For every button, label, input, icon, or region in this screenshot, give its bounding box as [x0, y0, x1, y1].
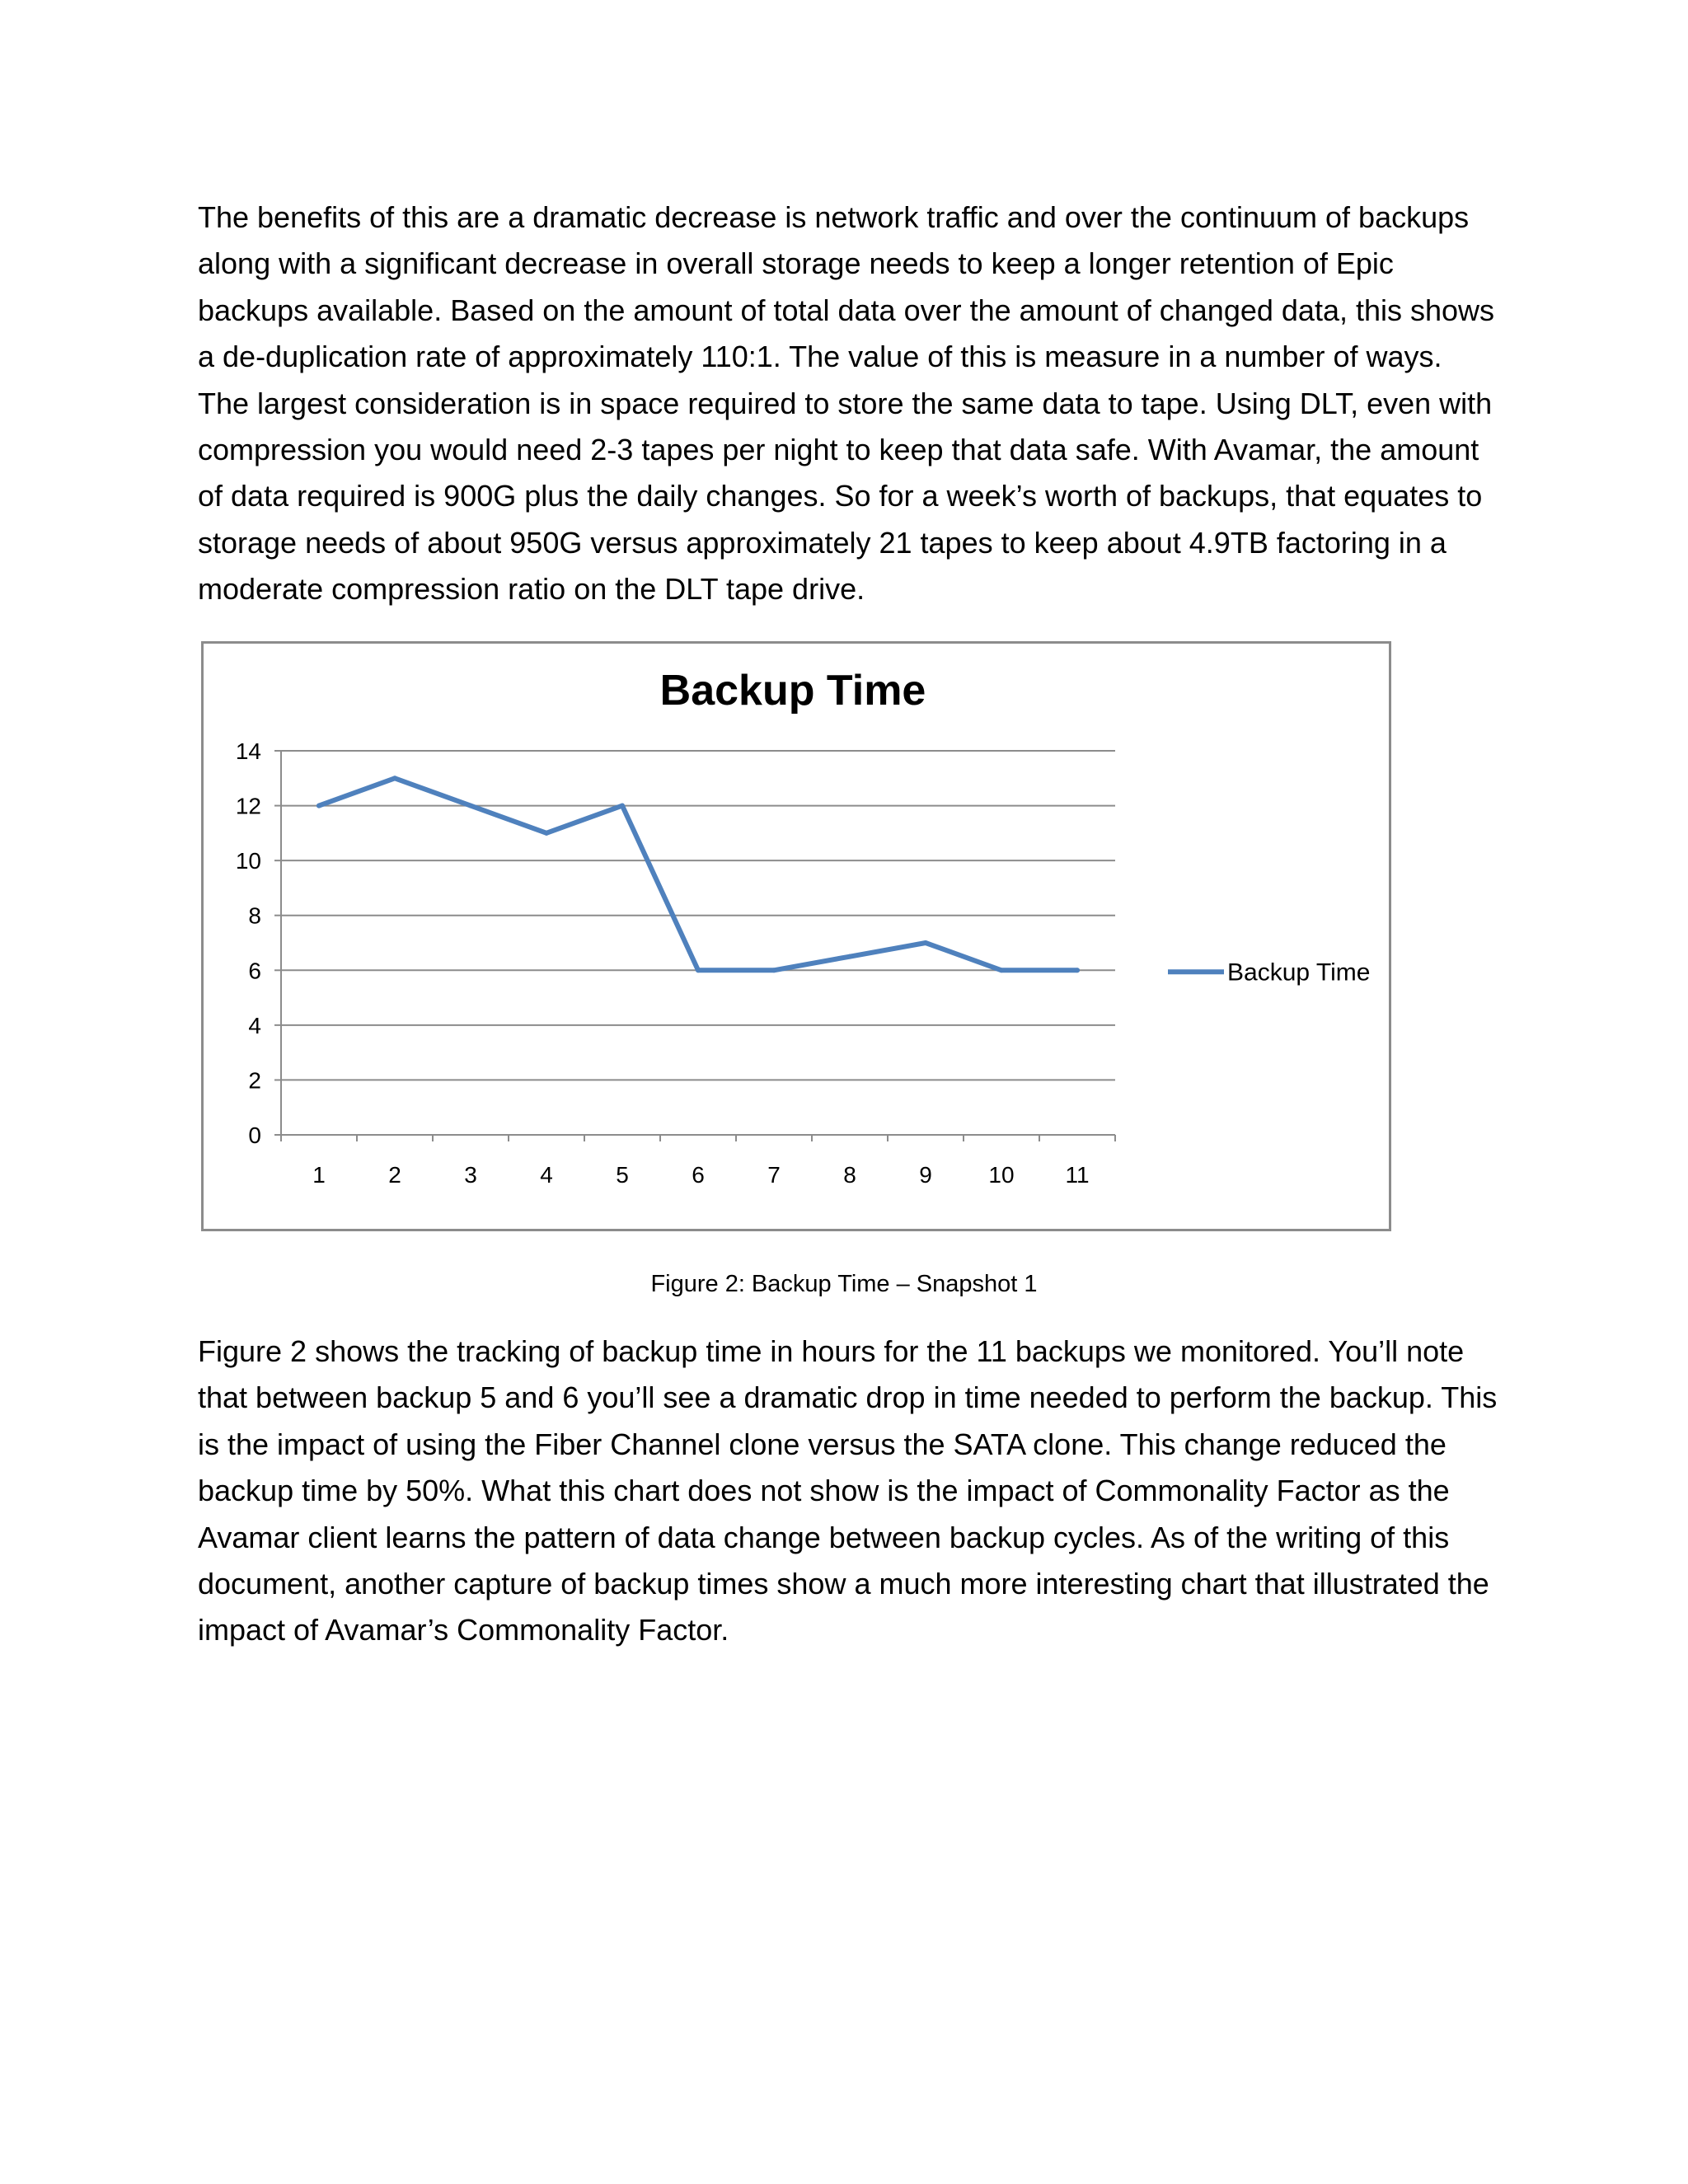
data-point	[544, 831, 549, 836]
data-point	[468, 804, 473, 808]
data-point	[620, 804, 625, 808]
x-tick-labels	[312, 1162, 1089, 1188]
gridlines	[281, 751, 1115, 1135]
y-tick-label: 2	[248, 1067, 261, 1094]
x-tick-label: 3	[464, 1162, 477, 1188]
y-tick-labels	[236, 738, 261, 1148]
axes	[274, 751, 1115, 1141]
x-tick-label: 6	[692, 1162, 705, 1188]
data-point	[316, 804, 321, 808]
body-paragraph-1: The benefits of this are a dramatic decrease is network traffic and over the continuum of backups along with a significant decrease in overall storage needs to keep a longer retention of Epic backups available. Based on the amount of total data over the amount of changed data, this shows a de-duplication rate of approximately 110:1. The value of this is measure in a number of ways. The largest consideration is in space required to store the same data to tape. Using DLT, even with compression you would need 2-3 tapes per night to keep that data safe. With Avamar, the amount of data required is 900G plus the daily changes. So for a week’s worth of backups, that equates to storage needs of about 950G versus approximately 21 tapes to keep about 4.9TB factoring in a moderate compression ratio on the DLT tape drive.	[198, 200, 1495, 607]
x-tick-label: 11	[1065, 1162, 1090, 1188]
data-point	[847, 954, 852, 959]
chart-frame	[201, 641, 1391, 1231]
y-tick-label: 8	[248, 902, 261, 929]
y-tick-label: 6	[248, 958, 261, 984]
y-tick-label: 4	[248, 1012, 261, 1038]
chart-title: Backup Time	[659, 667, 926, 715]
body-paragraph-2: Figure 2 shows the tracking of backup time in hours for the 11 backups we monitored. You’ll note that between backup 5 and 6 you’ll see a dramatic drop in time needed to perform the backup. This is the impact of using the Fiber Channel clone versus the SATA clone. This change reduced the backup time by 50%. What this chart does not show is the impact of Commonality Factor as the Avamar client learns the pattern of data change between backup cycles. As of the writing of this document, another capture of backup times show a much more interesting chart that illustrated the impact of Avamar’s Commonality Factor.	[198, 1334, 1498, 1647]
x-tick-label: 1	[312, 1162, 326, 1188]
x-tick-label: 5	[616, 1162, 629, 1188]
y-tick-label: 12	[235, 793, 261, 819]
y-tick-label: 14	[235, 738, 261, 764]
data-point	[392, 776, 397, 780]
data-point	[696, 968, 701, 972]
x-tick-label: 9	[919, 1162, 932, 1188]
data-point	[771, 968, 776, 972]
y-tick-label: 0	[248, 1122, 261, 1148]
x-tick-label: 2	[388, 1162, 401, 1188]
legend-label: Backup Time	[1227, 958, 1371, 987]
x-tick-label: 10	[988, 1162, 1015, 1188]
data-point	[999, 968, 1004, 972]
figure-caption: Figure 2: Backup Time – Snapshot 1	[650, 1271, 1038, 1297]
x-tick-label: 7	[767, 1162, 781, 1188]
backup-time-chart	[204, 644, 1389, 1229]
y-tick-label: 10	[235, 848, 261, 874]
data-point	[1075, 968, 1080, 972]
x-tick-label: 4	[540, 1162, 553, 1188]
legend	[1168, 958, 1370, 986]
x-tick-label: 8	[843, 1162, 856, 1188]
data-point	[923, 940, 928, 945]
series-line-0	[319, 778, 1077, 970]
